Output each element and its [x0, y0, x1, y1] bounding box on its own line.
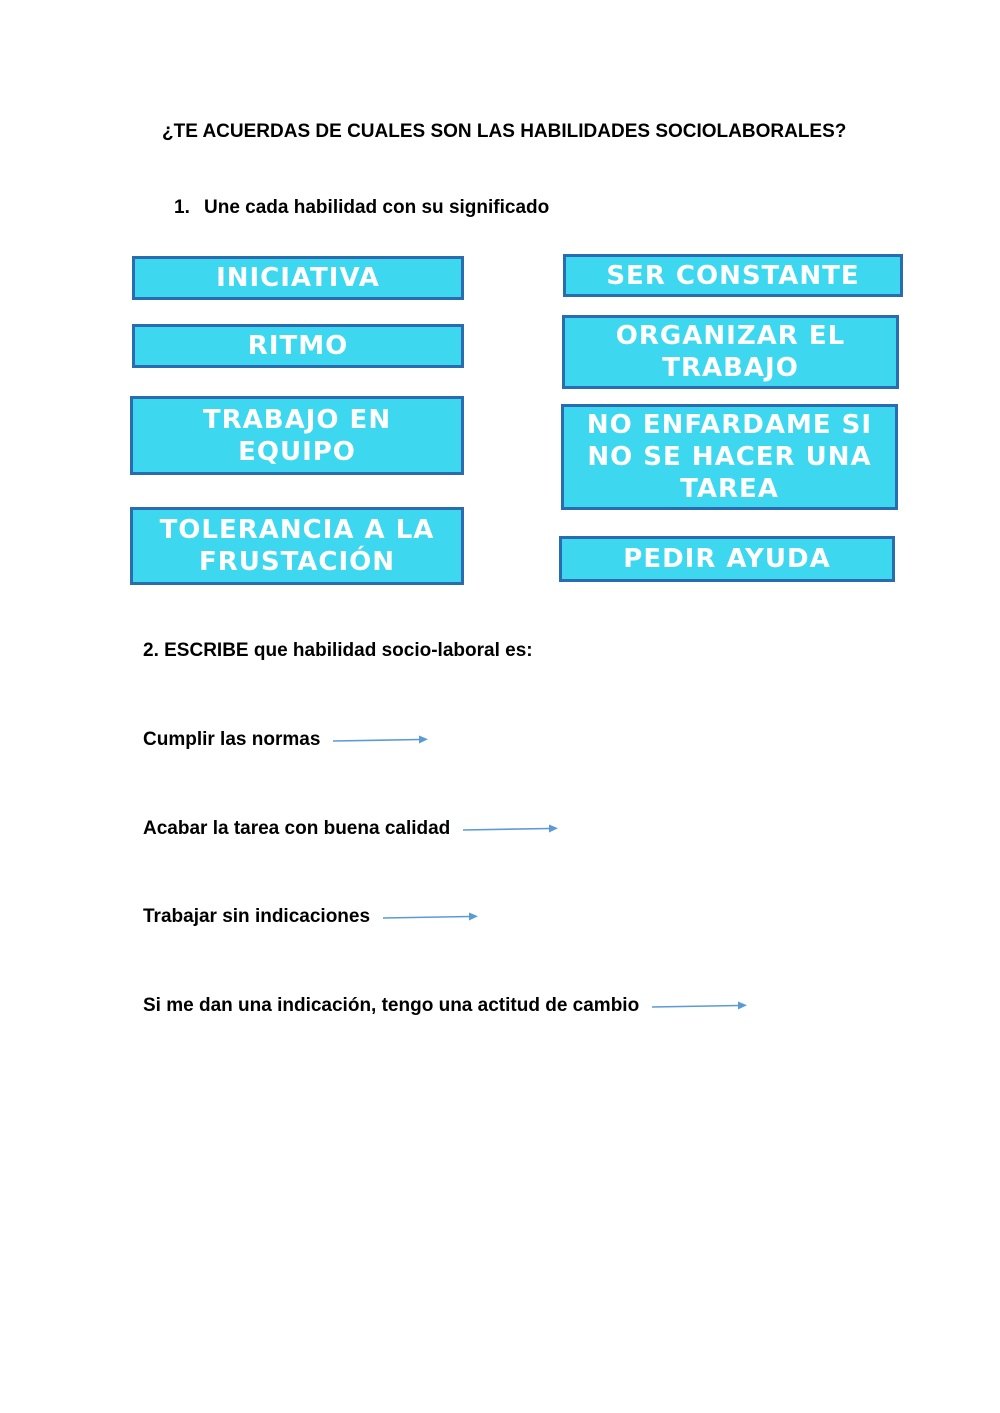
exercise-1-number: 1. [174, 197, 190, 218]
card-label: PEDIR AYUDA [623, 544, 831, 574]
card-label: NO ENFARDAME SI NO SE HACER UNA TAREA [586, 410, 873, 504]
card-ritmo[interactable] [132, 324, 464, 368]
card-label: SER CONSTANTE [606, 260, 860, 291]
item-label: Acabar la tarea con buena calidad [143, 818, 451, 839]
item-label: Cumplir las normas [143, 729, 321, 750]
arrow-right-icon [651, 999, 749, 1013]
exercise-1-heading [174, 197, 549, 219]
exercise-2-item [143, 993, 749, 1019]
exercise-2-item [143, 816, 560, 842]
card-no-enfardame[interactable] [561, 404, 898, 510]
exercise-2-item [143, 904, 480, 930]
card-label: ORGANIZAR EL TRABAJO [615, 321, 846, 383]
item-label: Si me dan una indicación, tengo una actitud de cambio [143, 995, 640, 1016]
card-trabajo-en-equipo[interactable] [130, 396, 464, 475]
arrow-right-icon [332, 733, 430, 747]
item-label: Trabajar sin indicaciones [143, 906, 371, 927]
card-label: TRABAJO EN EQUIPO [202, 404, 392, 467]
arrow-right-icon [462, 822, 560, 836]
card-ser-constante[interactable] [563, 254, 903, 297]
card-pedir-ayuda[interactable] [559, 536, 895, 582]
card-label: INICIATIVA [216, 263, 380, 293]
card-organizar-el-trabajo[interactable] [562, 315, 899, 389]
exercise-2-instruction: 2. ESCRIBE que habilidad socio-laboral es: [143, 640, 533, 661]
card-tolerancia-frustacion[interactable] [130, 507, 464, 585]
card-label: TOLERANCIA A LA FRUSTACIÓN [159, 515, 435, 577]
card-label: RITMO [247, 331, 349, 361]
page-title: ¿TE ACUERDAS DE CUALES SON LAS HABILIDADES SOCIOLABORALES? [162, 121, 847, 142]
exercise-1-instruction: Une cada habilidad con su significado [204, 197, 550, 218]
card-iniciativa[interactable] [132, 256, 464, 300]
exercise-2-item [143, 727, 430, 753]
arrow-right-icon [382, 910, 480, 924]
